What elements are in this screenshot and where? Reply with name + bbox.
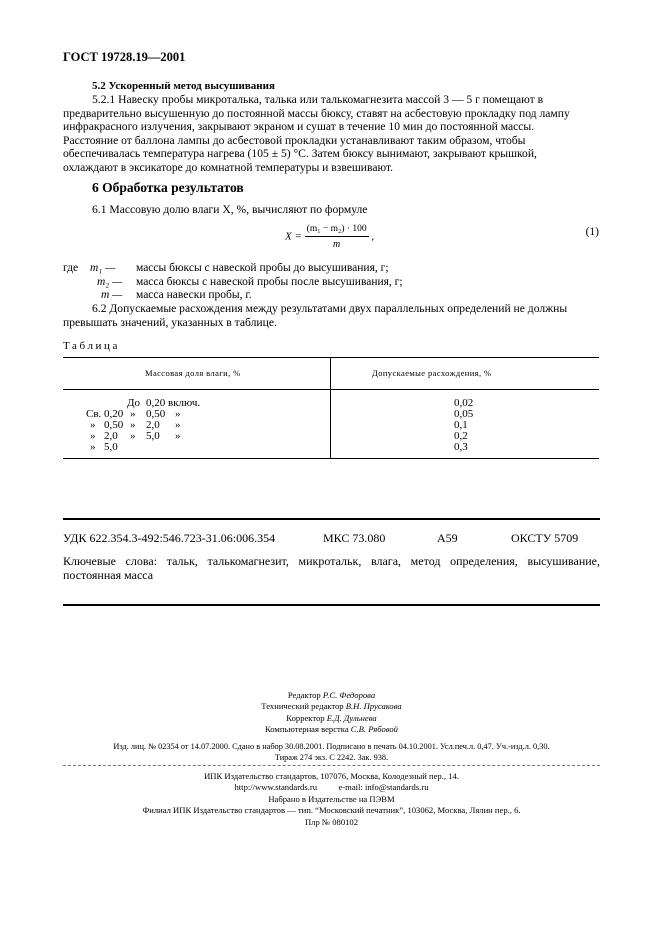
table-row-3-q: »: [90, 419, 96, 431]
udk-code: УДК 622.354.3-492:546.723-31.06:006.354: [63, 531, 276, 545]
table-row-4-c1: 2,0: [104, 430, 118, 442]
imprint-line: Набрано в Издательстве на ПЭВМ: [268, 793, 395, 804]
table-row-2-q: »: [130, 408, 136, 420]
bottom-rule: [63, 604, 600, 606]
section-6-heading: 6 Обработка результатов: [92, 180, 244, 195]
table-header-moisture: Массовая доля влаги, %: [145, 368, 241, 378]
paragraph-line: охлаждают в эксикаторе до комнатной температуры и взвешивают.: [63, 160, 394, 174]
paragraph-line: инфракрасного излучения, закрывают экраном и сушат в течение 10 мин до постоянной массы.: [63, 120, 535, 134]
imprint-line: Тираж 274 экз. С 2242. Зак. 938.: [274, 753, 389, 763]
paragraph-line: Расстояние от баллона лампы до асбестовой прокладки устанавливают таким образом, чтобы: [63, 133, 526, 147]
keywords: Ключевые слова: тальк, талькомагнезит, микротальк, влага, метод определения, высушивание, постоянная масса: [63, 554, 600, 582]
table-row-1-c1: До: [127, 397, 141, 409]
table-row-1-c2: 0,20 включ.: [146, 397, 201, 409]
staff-line: [63, 724, 600, 735]
where-text: массы бюксы с навеской пробы до высушивания, г;: [136, 262, 389, 274]
staff-line: [63, 690, 600, 701]
staff-role: Компьютерная верстка: [265, 724, 349, 735]
okstu-code: ОКСТУ 5709: [511, 531, 579, 545]
table-label: Таблица: [63, 340, 120, 352]
paragraph-line: превышать значений, указанных в таблице.: [63, 315, 277, 329]
mks-code: МКС 73.080: [323, 531, 386, 545]
paragraph-line: 6.2 Допускаемые расхождения между результатами двух параллельных определений не должны: [92, 302, 568, 315]
table-row-3-c1: 0,50: [104, 419, 124, 431]
table-value-1: 0,02: [454, 397, 474, 409]
tolerance-table: [63, 357, 599, 459]
paragraph-line: обеспечивалась температура нагрева (105 ± 5) °С. Затем бюксу вынимают, закрывают крышкой,: [63, 147, 537, 161]
paragraph-line: предварительно высушенную до постоянной массы бюксу, ставят на асбестовую прокладку под лампу: [63, 106, 570, 120]
where-symbol: m₂ —: [97, 276, 123, 288]
section-6-2-paragraph: [63, 302, 600, 329]
publishing-info: [63, 741, 600, 764]
imprint-line: ИПК Издательство стандартов, 107076, Москва, Колодезный пер., 14.: [204, 771, 459, 781]
table-value-4: 0,2: [454, 430, 468, 442]
table-row-2-q2: »: [175, 408, 181, 420]
staff-list: [63, 690, 600, 736]
table-header-tolerance: Допускаемые расхождения, %: [372, 368, 492, 378]
staff-line: [63, 701, 600, 712]
staff-role: Технический редактор: [261, 701, 344, 712]
where-text: масса навески пробы, г.: [136, 289, 252, 301]
section-6-1-text: 6.1 Массовую долю влаги X, %, вычисляют по формуле: [92, 203, 368, 216]
table-header-divider: [63, 389, 599, 390]
table-row-2-c2: 0,50: [146, 408, 166, 420]
category-code: А59: [437, 531, 458, 545]
formula-number: (1): [585, 226, 599, 238]
table-row-5-q: »: [90, 441, 96, 453]
staff-line: [63, 713, 600, 724]
table-row-4-q2: »: [175, 430, 181, 442]
table-column-divider: [330, 358, 331, 458]
formula-fraction: [305, 224, 369, 250]
table-row-4-q1: »: [130, 430, 136, 442]
formula-denominator: m: [333, 239, 341, 250]
where-prefix: где: [63, 262, 79, 274]
section-5-2-paragraph: [63, 93, 600, 175]
where-text: масса бюксы с навеской пробы после высушивания, г;: [136, 276, 403, 288]
formula-lhs: X =: [285, 230, 302, 243]
table-row-5-c1: 5,0: [104, 441, 118, 453]
table-row-4-q: »: [90, 430, 96, 442]
table-row-3-q2: »: [175, 419, 181, 431]
staff-name: Е.Д. Дульнева: [326, 712, 377, 723]
table-row-4-c2: 5,0: [146, 430, 160, 442]
staff-name: В.Н. Прусакова: [345, 701, 402, 712]
formula-tail: ,: [371, 230, 375, 243]
formula-1: [285, 224, 374, 250]
where-symbol: m₁ —: [90, 262, 116, 274]
section-5-2-heading: 5.2 Ускоренный метод высушивания: [92, 80, 275, 92]
publisher-info: [63, 771, 600, 828]
top-rule: [63, 518, 600, 520]
table-value-5: 0,3: [454, 441, 468, 453]
where-row: [63, 262, 78, 274]
staff-role: Редактор: [287, 690, 321, 700]
imprint-line: Изд. лиц. № 02354 от 14.07.2000. Сдано в набор 30.08.2001. Подписано в печать 04.10.2001. Усл.печ.л. 0,47. Уч.-изд.л. 0,30.: [113, 742, 550, 751]
staff-role: Корректор: [286, 712, 325, 723]
dashed-divider: [63, 765, 600, 766]
staff-name: С.В. Рябовой: [350, 724, 398, 735]
table-row-3-q1: »: [130, 419, 136, 431]
table-value-3: 0,1: [454, 419, 468, 431]
paragraph-line: 5.2.1 Навеску пробы микроталька, талька или талькомагнезита массой 3 — 5 г помещают в: [92, 93, 544, 106]
document-header: ГОСТ 19728.19—2001: [63, 50, 186, 64]
staff-name: Р.С. Федорова: [322, 690, 376, 700]
table-row-2-c1: Св. 0,20: [86, 408, 124, 420]
formula-numerator: (m₁ − m₂) · 100: [305, 224, 369, 237]
table-row-3-c2: 2,0: [146, 419, 160, 431]
imprint-line: Плр № 080102: [304, 816, 359, 827]
where-symbol: m —: [101, 289, 123, 301]
imprint-line: Филиал ИПК Издательство стандартов — тип. “Московский печатник”, 103062, Москва, Лялин пер., 6.: [142, 805, 521, 816]
table-value-2: 0,05: [454, 408, 474, 420]
imprint-line: http://www.standards.ru e-mail: info@standards.ru: [234, 782, 429, 793]
